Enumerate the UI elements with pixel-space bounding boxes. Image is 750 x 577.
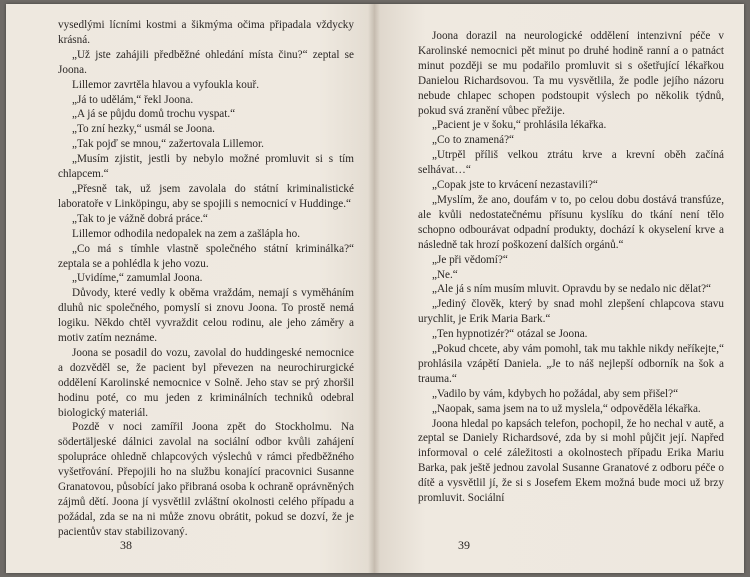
paragraph: „Ale já s ním musím mluvit. Opravdu by se nedalo nic dělat?“ bbox=[432, 283, 711, 296]
paragraph: „Já to udělám,“ řekl Joona. bbox=[72, 93, 194, 106]
paragraph: Pozdě v noci zamířil Joona zpět do Stockholmu. Na södertäljeské dálnici zavolal na sociální odbor kvůli zahájení spolupráce ohledně chlapcových výslechů v rámci předběžného vyšetřování. Přepojili ho na službu konající pracovnici Susanne Granatovou, působící jako přibraná osoba k ochraně oprávněných zájmů dětí. Joona jí vysvětlil zvláštní okolnosti celého případu a požádal, zda se na ni může znovu obrátit, pokud se dozví, že je pacientův stav stabilizovaný. bbox=[58, 421, 354, 538]
paragraph: „Utrpěl příliš velkou ztrátu krve a krevní oběh začíná selhávat…“ bbox=[418, 149, 724, 177]
paragraph: „Vadilo by vám, kdybych ho požádal, aby sem přišel?“ bbox=[432, 387, 679, 400]
paragraph: „Uvidíme,“ zamumlal Joona. bbox=[72, 272, 203, 285]
paragraph: Lillemor zavrtěla hlavou a vyfoukla kouř. bbox=[72, 78, 260, 91]
paragraph: „Pacient je v šoku,“ prohlásila lékařka. bbox=[432, 119, 607, 132]
paragraph: „Tak pojď se mnou,“ zažertovala Lillemor. bbox=[72, 138, 264, 151]
paragraph: vysedlými lícními kostmi a šikmýma očima připadala vždycky krásná. bbox=[58, 19, 354, 46]
left-page bbox=[6, 4, 374, 573]
paragraph: „Co to znamená?“ bbox=[432, 134, 514, 147]
right-page bbox=[374, 4, 744, 573]
paragraph: „Musím zjistit, jestli by nebylo možné promluvit si s tím chlapcem.“ bbox=[58, 153, 354, 181]
paragraph: Joona dorazil na neurologické oddělení intenzivní péče v Karolinské nemocnici pět minut po druhé hodině ranní a o patnáct minut později se mu podařilo promluvit si s ošetřující lékařkou Danielou Richardsovou. Ta mu vysvětlila, že podle jejího názoru nebude chlapec schopen podstoupit výslech po několik týdnů, pokud svá zranění vůbec přežije. bbox=[418, 30, 724, 117]
paragraph: „Ten hypnotizér?“ otázal se Joona. bbox=[432, 328, 588, 341]
paragraph: Lillemor odhodila nedopalek na zem a zašlápla ho. bbox=[72, 227, 301, 240]
book-spread bbox=[6, 4, 744, 573]
paragraph: „Naopak, sama jsem na to už myslela,“ odpověděla lékařka. bbox=[432, 402, 701, 415]
paragraph: Joona hledal po kapsách telefon, pochopil, že ho nechal v autě, a zeptal se Daniely Richardsové, zda by si mohl půjčit její. Napřed informoval o celé záležitosti a okolnostech případu Erika Mariu Barka, pak ještě jednou zavolal Susanne Granatové z odboru péče o dítě a vysvětlil jí, že si s Josefem Ekem možná bude moci už brzy promluvit. Sociální bbox=[418, 417, 724, 505]
paragraph: „Jediný člověk, který by snad mohl zlepšení chlapcova stavu urychlit, je Erik Maria Bark.“ bbox=[418, 298, 724, 326]
left-page-text bbox=[58, 18, 354, 540]
left-page-number: 38 bbox=[120, 538, 132, 552]
right-page-number: 39 bbox=[458, 538, 470, 552]
paragraph: Důvody, které vedly k oběma vraždám, nemají s vyměháním dluhů nic společného, pomyslí si znovu Joona. To prostě nemá logiku. Někdo chtěl vyvraždit celou rodinu, ale jeho záměry a motiv zatím neznáme. bbox=[58, 287, 354, 345]
paragraph: „Co má s tímhle vlastně společného státní kriminálka?“ zeptala se a pohlédla k jeho vozu. bbox=[58, 242, 354, 270]
paragraph: „A já se půjdu domů trochu vyspat.“ bbox=[72, 108, 236, 121]
paragraph: „Je při vědomí?“ bbox=[432, 253, 508, 266]
paragraph: „Ne.“ bbox=[432, 268, 458, 281]
paragraph: „Copak jste to krvácení nezastavili?“ bbox=[432, 179, 598, 192]
paragraph: „Přesně tak, už jsem zavolala do státní kriminalistické laboratoře v Linköpingu, aby se spojili s nemocnicí v Huddinge.“ bbox=[58, 182, 354, 210]
paragraph: „Tak to je vážně dobrá práce.“ bbox=[72, 212, 208, 225]
book-gutter bbox=[368, 4, 380, 573]
paragraph: „To zní hezky,“ usmál se Joona. bbox=[72, 123, 215, 136]
paragraph: „Už jste zahájili předběžné ohledání místa činu?“ zeptal se Joona. bbox=[58, 48, 354, 76]
paragraph: „Myslím, že ano, doufám v to, po celou dobu dostává transfúze, ale kvůli nedostatečnému přísunu kyslíku do tkání není tělo schopno odbourávat odpadní produkty, dochází k okyselení krve a následně tak hrozí poškození dalších orgánů.“ bbox=[418, 193, 724, 251]
paragraph: „Pokud chcete, aby vám pomohl, tak mu takhle nikdy neříkejte,“ prohlásila vzápětí Daniela. „Je to náš nejlepší odborník na šok a trauma.“ bbox=[418, 343, 724, 385]
paragraph: Joona se posadil do vozu, zavolal do huddingeské nemocnice a dozvěděl se, že pacient byl převezen na neurochirurgické oddělení Karolinské nemocnice v Solně. Jeho stav se prý zhoršil hodinu poté, co mu jeden z kriminálních techniků odebral biologický materiál. bbox=[58, 346, 354, 419]
right-page-text bbox=[418, 29, 724, 506]
